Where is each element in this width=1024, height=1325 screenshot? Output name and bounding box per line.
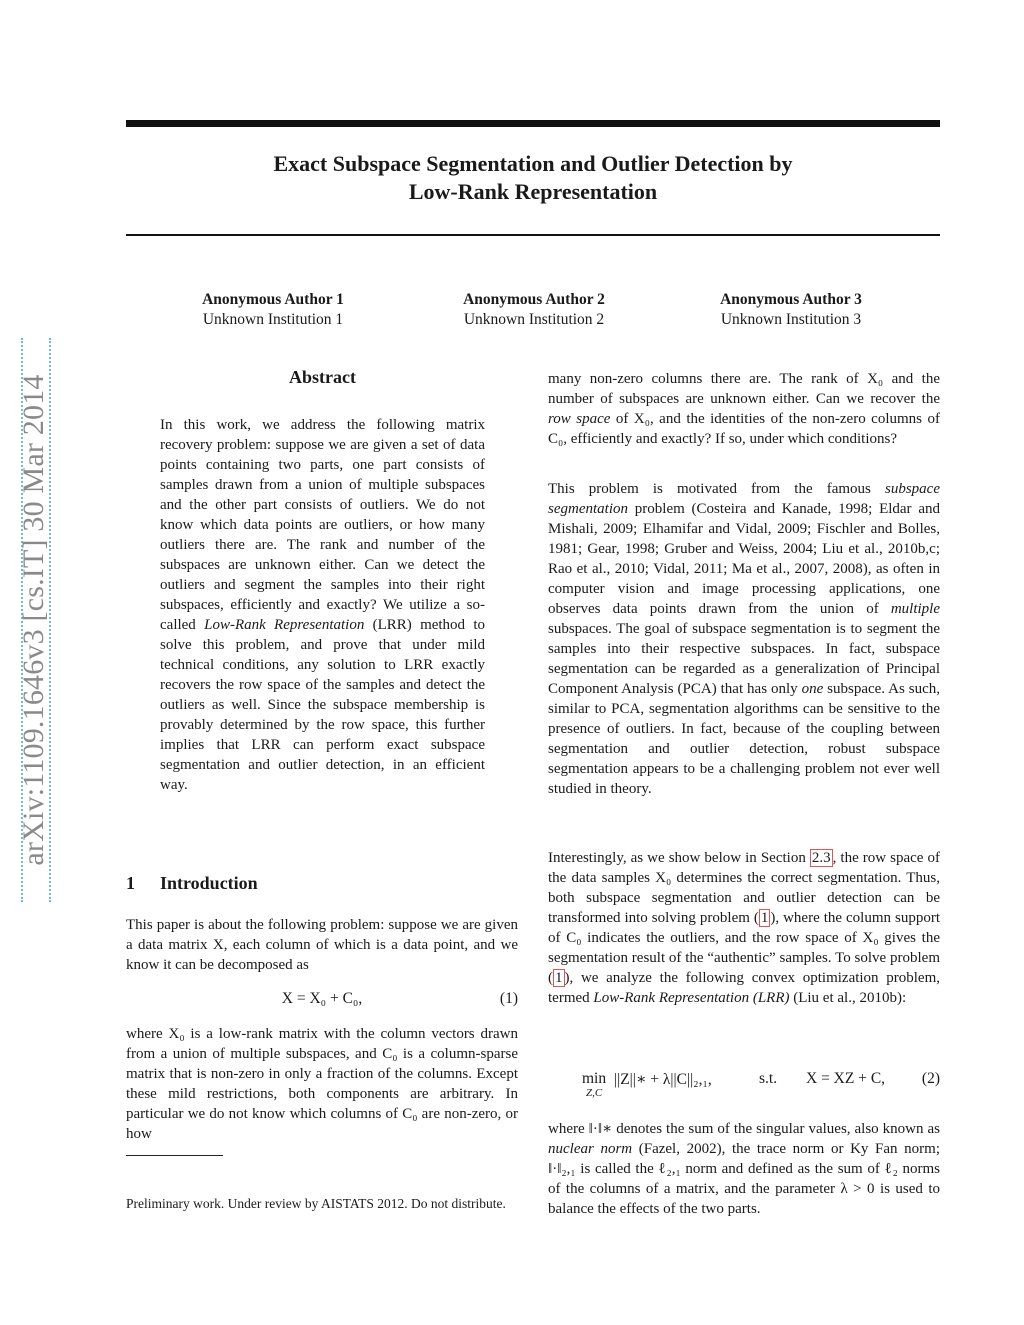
text-run-italic: subspace segmentation [548,481,940,517]
section-reference-link[interactable]: 2.3 [811,850,831,866]
section-heading-introduction [126,873,258,894]
text-run-italic: Low-Rank Representation (LRR) [593,990,790,1006]
text-run: , the row space of the data samples X₀ determines the correct segmentation. Thus, both subspace segmentation and outlier detection can be transformed into solving problem ( [548,850,941,926]
text-run: This problem is motivated from the famous [548,481,885,497]
text-run: problem (Costeira and Kanade, 1998; Eldar and Mishali, 2009; Elhamifar and Vidal, 2009; Fischler and Bolles, 1981; Gear, 1998; Gruber and Weiss, 2004; Liu et al., 2010b,c; Rao et al., 2010; Vidal, 2011; Ma et al., 2007, 2008), as often in computer vision and image processing applications, one observes data points drawn from the union of [548,501,940,617]
intro-paragraph-2: where X₀ is a low-rank matrix with the column vectors drawn from a union of multiple subspaces, and C₀ is a column-sparse matrix that is non-zero in only a fraction of the columns. Except these mild restrictions, both components are arbitrary. In particular we do not know which columns of C₀ are non-zero, or how [126,1026,518,1142]
right-paragraph-4 [548,1119,940,1219]
author-institution: Unknown Institution 2 [463,311,605,328]
intro-paragraph-1: This paper is about the following problem: suppose we are given a data matrix X, each column of which is a data point, and we know it can be decomposed as [126,917,518,973]
paper-title [126,150,940,206]
equation-2-min: min [582,1070,607,1087]
author-name: Anonymous Author 1 [202,291,344,308]
equation-2-tag: (2) [921,1070,940,1087]
abstract-body [160,415,485,795]
abstract-heading: Abstract [289,367,356,387]
text-run: many non-zero columns there are. The rank of X₀ and the number of subspaces are unknown either. Can we recover the [548,371,940,407]
section-number: 1 [126,873,135,893]
author-block-2 [414,290,654,330]
author-institution: Unknown Institution 3 [720,311,862,328]
equation-2-subject-to: s.t. [759,1070,778,1087]
text-run: ), we analyze the following convex optimization problem, termed [548,970,940,1006]
equation-2 [548,1066,940,1102]
author-name: Anonymous Author 2 [463,291,605,308]
author-block-3 [671,290,911,330]
text-run-italic: one [801,681,824,697]
right-paragraph-2 [548,479,940,799]
author-name: Anonymous Author 3 [720,291,862,308]
text-run: ), where the column support of C₀ indicates the outliers, and the row space of X₀ gives the segmentation result of the “authentic” samples. To solve problem ( [548,910,940,986]
equation-1-tag: (1) [499,990,518,1007]
arxiv-stamp-text: arXiv:1109.1646v3 [cs.IT] 30 Mar 2014 [17,374,50,866]
text-run-italic: multiple [890,601,940,617]
text-run: of X₀, and the identities of the non-zero columns of C₀, efficiently and exactly? If so, under which conditions? [548,411,940,447]
text-run: subspaces. The goal of subspace segmentation is to segment the samples into their respective subspaces. In fact, subspace segmentation can be regarded as a generalization of Principal Component Analysis (PCA) that has only [548,621,940,697]
right-paragraph-1 [548,369,940,449]
arxiv-stamp [8,338,58,904]
abstract-text-italic: Low-Rank Representation [204,617,365,633]
section-title: Introduction [160,873,258,893]
equation-2-min-subscript: Z,C [586,1087,603,1099]
equation-1-expression: X = X₀ + C₀, [281,990,363,1007]
text-run: where ‖·‖∗ denotes the sum of the singular values, also known as [548,1121,940,1137]
equation-1 [126,990,518,1012]
text-run: (Liu et al., 2010b): [789,990,907,1006]
text-run: subspace. As such, similar to PCA, segmentation algorithms can be sensitive to the presence of outliers. In fact, because of the coupling between segmentation and outlier detection, robust subspace segmentation appears to be a challenging problem not ever well studied in theory. [548,681,940,797]
title-line-1: Exact Subspace Segmentation and Outlier Detection by [273,151,793,176]
title-bottom-rule [126,234,940,236]
text-run: (Fazel, 2002), the trace norm or Ky Fan norm; ‖·‖₂,₁ is called the ℓ₂,₁ norm and defined as the sum of ℓ₂ norms of the columns of a matrix, and the parameter λ > 0 is used to balance the effects of the two parts. [548,1141,940,1217]
footnote: Preliminary work. Under review by AISTATS 2012. Do not distribute. [126,1196,506,1211]
footnote-rule [126,1155,223,1156]
equation-reference-link[interactable]: 1 [760,910,769,926]
title-line-2: Low-Rank Representation [408,179,658,204]
right-paragraph-3 [548,848,940,1008]
abstract-text-2: (LRR) method to solve this problem, and prove that under mild technical conditions, any solution to LRR exactly recovers the row space of the samples and detect the outliers as well. Since the subspace membership is provably determined by the row space, this further implies that LRR can perform exact subspace segmentation and outlier detection, in an efficient way. [160,617,486,793]
title-top-rule [126,120,940,127]
author-institution: Unknown Institution 1 [202,311,344,328]
equation-2-objective: ||Z||∗ + λ||C||₂,₁, [614,1071,712,1088]
abstract-text-1: In this work, we address the following matrix recovery problem: suppose we are given a set of data points containing two parts, one part consists of samples drawn from a union of multiple subspaces and the other part consists of outliers. We do not know which data points are outliers, or how many outliers there are. The rank and number of the subspaces are unknown either. Can we detect the outliers and segment the samples into their right subspaces, efficiently and exactly? We utilize a so-called [160,417,485,633]
text-run: Interestingly, as we show below in Section [548,850,810,866]
text-run-italic: nuclear norm [548,1141,633,1157]
author-block-1 [153,290,393,330]
equation-2-constraint: X = XZ + C, [806,1070,886,1087]
text-run-italic: row space [548,411,611,427]
equation-reference-link[interactable]: 1 [555,970,563,986]
